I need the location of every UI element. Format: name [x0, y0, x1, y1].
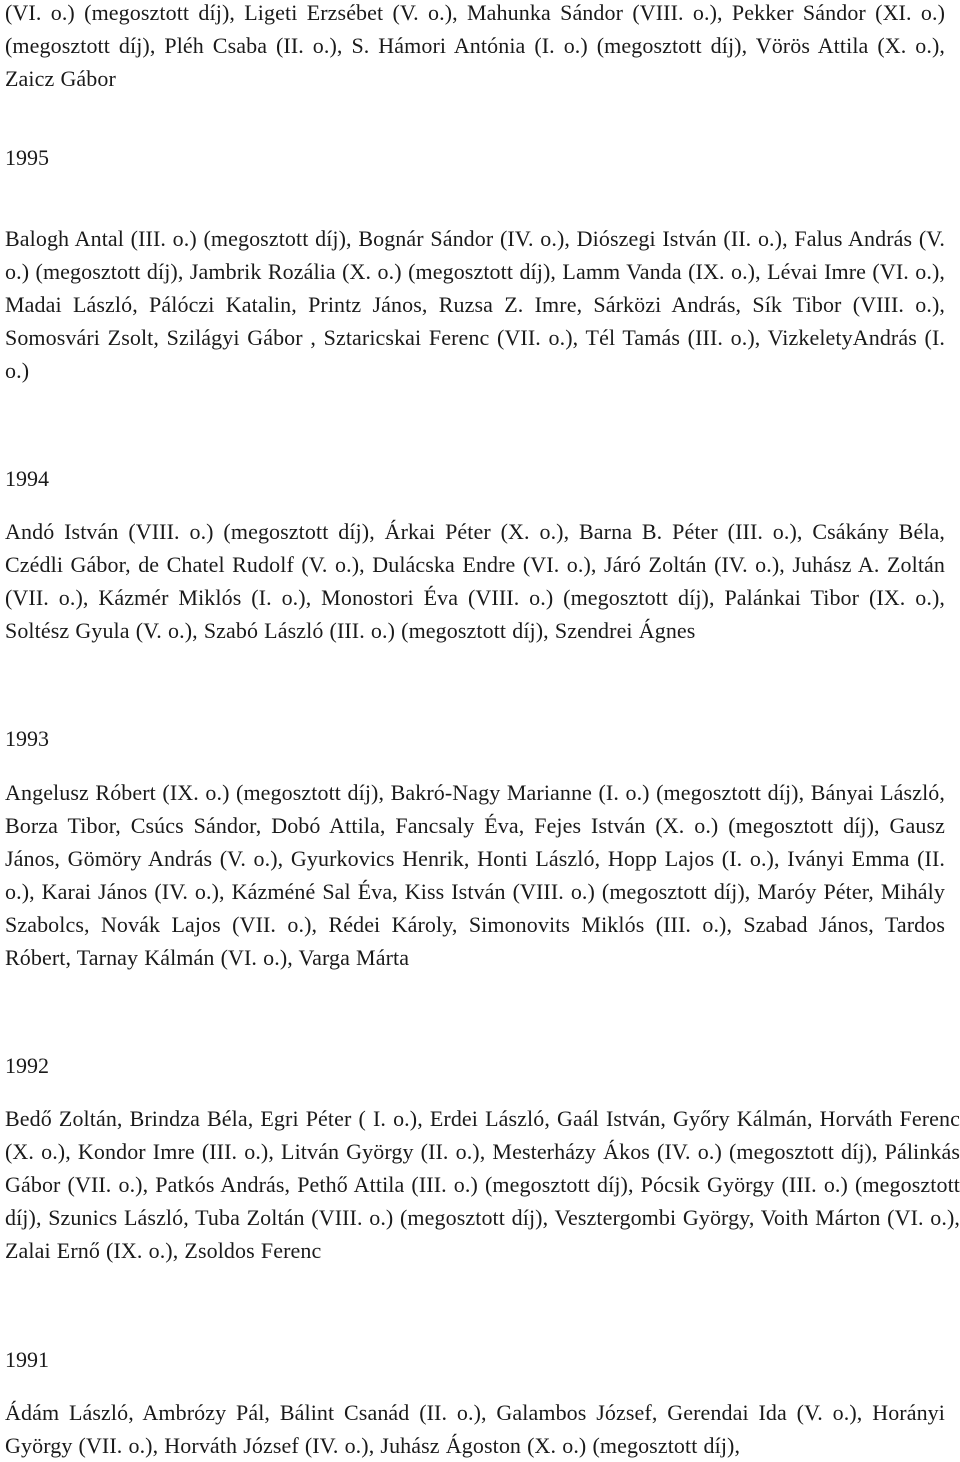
awardees-paragraph-1994: Andó István (VIII. o.) (megosztott díj), Árkai Péter (X. o.), Barna B. Péter (III. o.), Csákány Béla, Czédli Gábor, de Chatel Rudolf (V. o.), Dulácska Endre (VI. o.), Járó Zoltán (IV. o.), Juhász A. Zoltán (VII. o.), Kázmér Miklós (I. o.), Monostori Éva (VIII. o.) (megosztott díj), Palánkai Tibor (IX. o.), Soltész Gyula (V. o.), Szabó László (III. o.) (megosztott díj), Szendrei Ágnes	[5, 519, 945, 643]
awardees-paragraph-1992: Bedő Zoltán, Brindza Béla, Egri Péter ( I. o.), Erdei László, Gaál István, Győry Kálmán, Horváth Ferenc (X. o.), Kondor Imre (III. o.), Litván György (II. o.), Mesterházy Ákos (IV. o.) (megosztott díj), Pálinkás Gábor (VII. o.), Patkós András, Pethő Attila (III. o.) (megosztott díj), Pócsik György (III. o.) (megosztott díj), Szunics László, Tuba Zoltán (VIII. o.) (megosztott díj), Vesztergombi György, Voith Márton (VI. o.), Zalai Ernő (IX. o.), Zsoldos Ferenc	[5, 1106, 960, 1263]
intro-paragraph: (VI. o.) (megosztott díj), Ligeti Erzsébet (V. o.), Mahunka Sándor (VIII. o.), Pekker Sándor (XI. o.) (megosztott díj), Pléh Csaba (II. o.), S. Hámori Antónia (I. o.) (megosztott díj), Vörös Attila (X. o.), Zaicz Gábor	[5, 0, 945, 91]
year-heading-1991: 1991	[5, 1347, 49, 1372]
awardees-paragraph-1993: Angelusz Róbert (IX. o.) (megosztott díj), Bakró-Nagy Marianne (I. o.) (megosztott díj), Bányai László, Borza Tibor, Csúcs Sándor, Dobó Attila, Fancsaly Éva, Fejes István (X. o.) (megosztott díj), Gausz János, Gömöry András (V. o.), Gyurkovics Henrik, Honti László, Hopp Lajos (I. o.), Iványi Emma (II. o.), Karai János (IV. o.), Kázméné Sal Éva, Kiss István (VIII. o.) (megosztott díj), Maróy Péter, Mihály Szabolcs, Novák Lajos (VII. o.), Rédei Károly, Simonovits Miklós (III. o.), Szabad János, Tardos Róbert, Tarnay Kálmán (VI. o.), Varga Márta	[5, 780, 945, 970]
year-heading-1994: 1994	[5, 466, 49, 491]
awardees-paragraph-1995: Balogh Antal (III. o.) (megosztott díj), Bognár Sándor (IV. o.), Diószegi István (II. o.), Falus András (V. o.) (megosztott díj), Jambrik Rozália (X. o.) (megosztott díj), Lamm Vanda (IX. o.), Lévai Imre (VI. o.), Madai László, Pálóczi Katalin, Printz János, Ruzsa Z. Imre, Sárközi András, Sík Tibor (VIII. o.), Somosvári Zsolt, Szilágyi Gábor , Sztaricskai Ferenc (VII. o.), Tél Tamás (III. o.), VizkeletyAndrás (I. o.)	[5, 226, 945, 383]
year-heading-1993: 1993	[5, 726, 49, 751]
year-heading-1995: 1995	[5, 145, 49, 170]
awardees-paragraph-1991: Ádám László, Ambrózy Pál, Bálint Csanád (II. o.), Galambos József, Gerendai Ida (V. o.), Horányi György (VII. o.), Horváth József (IV. o.), Juhász Ágoston (X. o.) (megosztott díj),	[5, 1400, 945, 1458]
year-heading-1992: 1992	[5, 1053, 49, 1078]
